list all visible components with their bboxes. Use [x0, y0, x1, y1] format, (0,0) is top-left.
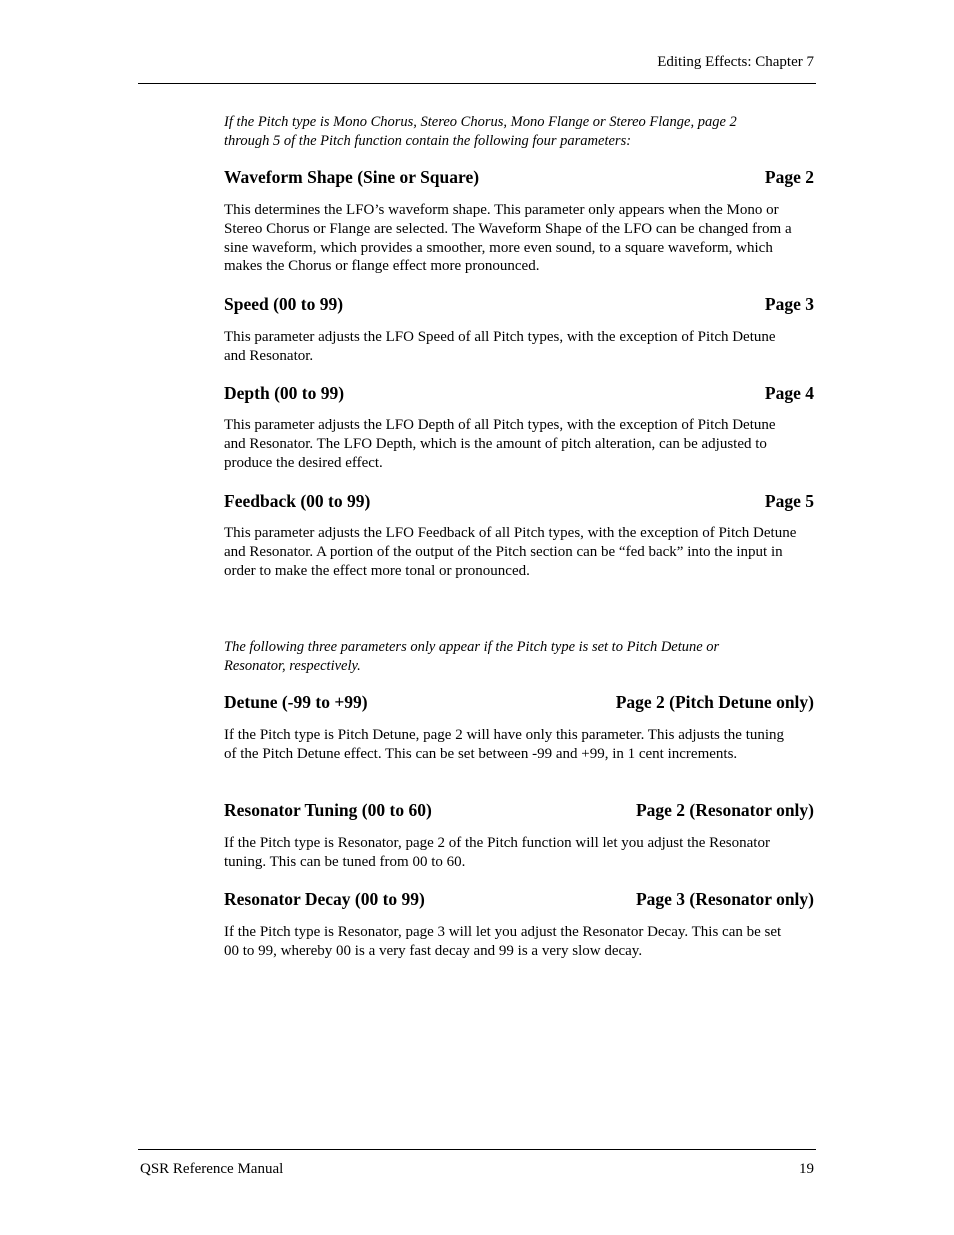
param-title: Resonator Decay (00 to 99) — [224, 889, 425, 909]
param-page: Page 3 — [764, 294, 814, 314]
param-heading-detune — [224, 691, 814, 713]
param-heading-waveform-shape — [224, 166, 814, 188]
param-desc-resonator-decay: If the Pitch type is Resonator, page 3 will let you adjust the Resonator Decay. This can be set 00 to 99, whereby 00 is a very fast decay and 99 is a very slow decay. — [224, 924, 782, 959]
param-heading-speed — [224, 293, 814, 315]
param-title: Waveform Shape (Sine or Square) — [224, 167, 480, 187]
param-page: Page 5 — [764, 491, 814, 511]
param-title: Resonator Tuning (00 to 60) — [224, 800, 432, 820]
param-title: Depth (00 to 99) — [224, 383, 345, 403]
param-page: Page 2 (Pitch Detune only) — [615, 692, 814, 712]
param-page: Page 2 — [764, 167, 814, 187]
intro-note-detune-resonator: The following three parameters only appear if the Pitch type is set to Pitch Detune or Resonator, respectively. — [224, 639, 720, 674]
footer-manual-title: QSR Reference Manual — [140, 1161, 284, 1177]
param-desc-depth: This parameter adjusts the LFO Depth of all Pitch types, with the exception of Pitch Detune and Resonator. The LFO Depth, which is the amount of pitch alteration, can be adjusted to produce the desired effect. — [224, 417, 776, 471]
param-page: Page 3 (Resonator only) — [635, 889, 814, 909]
param-heading-resonator-decay — [224, 888, 814, 910]
param-heading-depth — [224, 382, 814, 404]
param-heading-feedback — [224, 490, 814, 512]
param-desc-detune: If the Pitch type is Pitch Detune, page 2 will have only this parameter. This adjusts the tuning of the Pitch Detune effect. This can be set between -99 and +99, in 1 cent increments. — [224, 727, 785, 762]
param-title: Speed (00 to 99) — [224, 294, 344, 314]
param-desc-waveform-shape: This determines the LFO’s waveform shape. This parameter only appears when the Mono or Stereo Chorus or Flange are selected. The Waveform Shape of the LFO can be changed from a sine waveform, which provides a smoother, more even sound, to a square waveform, which makes the Chorus or flange effect more pronounced. — [224, 202, 792, 275]
param-title: Detune (-99 to +99) — [224, 692, 368, 712]
footer-rule — [138, 1149, 816, 1150]
running-header: Editing Effects: Chapter 7 — [657, 54, 814, 70]
footer-page-number: 19 — [799, 1161, 814, 1177]
param-page: Page 4 — [764, 383, 814, 403]
intro-note-lfo-params: If the Pitch type is Mono Chorus, Stereo Chorus, Mono Flange or Stereo Flange, page 2 through 5 of the Pitch function contain the following four parameters: — [224, 114, 737, 149]
param-page: Page 2 (Resonator only) — [635, 800, 814, 820]
header-rule — [138, 83, 816, 84]
param-desc-speed: This parameter adjusts the LFO Speed of all Pitch types, with the exception of Pitch Detune and Resonator. — [224, 329, 776, 364]
param-desc-resonator-tuning: If the Pitch type is Resonator, page 2 of the Pitch function will let you adjust the Resonator tuning. This can be tuned from 00 to 60. — [224, 835, 770, 870]
param-heading-resonator-tuning — [224, 799, 814, 821]
param-title: Feedback (00 to 99) — [224, 491, 371, 511]
param-desc-feedback: This parameter adjusts the LFO Feedback of all Pitch types, with the exception of Pitch Detune and Resonator. A portion of the output of the Pitch section can be “fed back” into the input in order to make the effect more tonal or pronounced. — [224, 525, 797, 579]
